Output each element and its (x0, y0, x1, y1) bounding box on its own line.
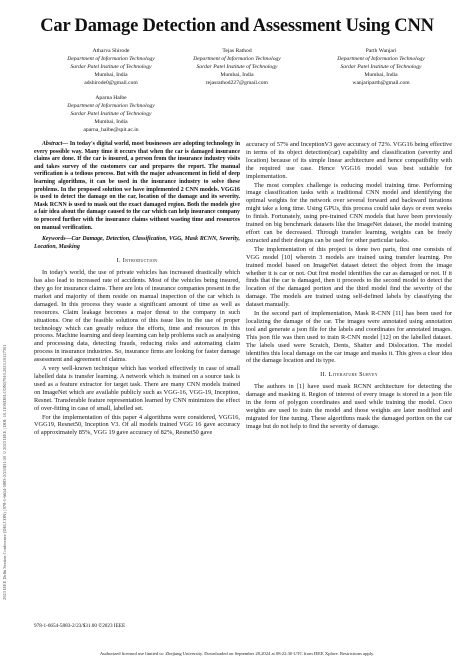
section-heading-literature-survey: II. Literature Survey (320, 371, 378, 379)
author-block-3 (322, 47, 440, 87)
author-institute: Sardar Patel Institute of Technology (70, 64, 152, 70)
intro-paragraph-4: accuracy of 57% and InceptionV3 gave accuracy of 72%. VGG16 being effective in terms of its object detection(car) capability and classification (severity and location) because of its simple linear architecture and hence compatibility with the required use case. Hence VGG16 model was best suitable for implementation. (246, 141, 452, 180)
author-city: Mumbai, India (94, 119, 128, 125)
intro-paragraph-2: A very well-known technique which has worked effectively in case of small labelled data is transfer learning. A network which is trained on a source task is used as a feature extractor for target task. There are many CNN models trained on ImageNet which are available publicly such as VGG-16, VGG-19, Inception, Resnet. Transferable feature representation learned by CNN minimizes the effect of over-fitting in case of small, labelled set. (34, 365, 240, 412)
abstract-lead: Abstract (42, 141, 63, 147)
author-department: Department of Information Technology (67, 56, 155, 62)
paper-title: Car Damage Detection and Assessment Using CNN (40, 16, 434, 36)
abstract-text: — In today's digital world, most businesses are adopting technology in every possible way. Many time it occurs that when the car is damaged insurance claims are done. If the car is insured, a person from the insurance industry visits and takes survey of the customers car and prepares the report. The manual verification is a tedious process. But with the major advancement in field of deep learning algorithms, it can be used in the insurance industry to solve these problems. In the proposed solution we have implemented 2 CNN models. VGG16 is used to detect the damage on the car, location of the damage and its severity. Mask RCNN is used to mask out the exact damaged region. Both the models give a fair idea about the damage caused to the car which can help insurance company to proceed further with the insurance claims without wasting time and resources on manual verification. (34, 141, 240, 231)
right-column (246, 141, 452, 432)
author-block-2 (178, 47, 296, 87)
intro-paragraph-1: In today's world, the use of private vehicles has increased drastically which has also lead to increased rate of accidents. Most of the vehicles being insured, they go for insurance claims. There are lots of insurance companies present in the market and majority of them reside on manual inspection of the car which is damaged. In this process they waste a significant amount of time as well as resources. Claim leakage becomes a major threat to the company in such situations. One of the feasible solutions of this issue lies in the use of proper technology which can greatly reduce the efforts, time and resources in this process. Machine learning and deep learning can help problems such as analysing and processing data, detecting frauds, reducing risks and automating claim process in insurance industries. So, insurance firms are looking for faster damage assessment and agreement of claims. (34, 269, 240, 364)
author-institute: Sardar Patel Institute of Technology (196, 64, 278, 70)
author-city: Mumbai, India (364, 72, 398, 78)
author-institute: Sardar Patel Institute of Technology (70, 111, 152, 117)
author-block-4 (52, 94, 170, 134)
left-column (34, 141, 240, 438)
author-city: Mumbai, India (94, 72, 128, 78)
intro-paragraph-7: In the second part of implementation, Mask R-CNN [11] has been used for localizing the damage of the car. The images were annotated using annotation tool and generate a json file for the labels and coordinates for annotated images. This json file was then used to train R-CNN model [12] on the labelled dataset. The labels used were Scratch, Dents, Shatter and Dislocation. The model identifies this local damage on the car image and masks it. This gives a clear idea of the damage location and its type. (246, 310, 452, 365)
keywords: Keywords—Car Damage, Detection, Classification, VGG, Mask RCNN, Severity, Location, Masking (34, 236, 240, 250)
author-name: Atharva Shirode (92, 48, 130, 54)
author-city: Mumbai, India (220, 72, 254, 78)
author-email: aparna_halbe@spit.ac.in (83, 127, 139, 133)
conference-doi-strip: 2023 IEEE Delhi Section Conference (DELCON) | 978-1-6654-5883-2/23/$31.00 ©2023 IEEE | DOI: 10.1109/DELCON57910.2023.10127301 (2, 344, 7, 600)
copyright-footer: 978-1-6654-5883-2/23/$31.00 ©2023 IEEE (34, 623, 126, 629)
author-email: adshirode0@gmail.com (84, 80, 138, 86)
intro-paragraph-3: For the implementation of this paper 4 algorithms were considered, VGG16, VGG19, Resnet50, Inception V3. Of all models trained VGG 16 gave accuracy of approximately 85%, VGG 19 gave accuracy of 82%, Resnet50 gave (34, 413, 240, 437)
intro-paragraph-5: The most complex challenge is reducing model training time. Performing image classification tasks with a traditional CNN model and identifying the optimal weights for the network over several forward and backward iterations might take a long time. Using GPUs, this process could take days or even weeks to finish. Fortunately, using pre-trained CNN models that have been previously trained on big benchmark datasets like the ImageNet dataset, the model training effort can be decreased. Through transfer learning, weights can be freely extracted and their designs can be used for other particular tasks. (246, 181, 452, 244)
author-name: Aparna Halbe (95, 95, 127, 101)
download-notice: Authorized licensed use limited to: Zhejiang University. Downloaded on September 28,2024 at 08:22:30 UTC from IEEE Xplore. Restrictions apply. (99, 651, 375, 656)
author-name: Tejas Rathod (222, 48, 252, 54)
author-block-1 (52, 47, 170, 87)
author-name: Parth Wanjari (365, 48, 397, 54)
author-department: Department of Information Technology (67, 103, 155, 109)
literature-paragraph-1: The authors in [1] have used mask RCNN architecture for detecting the damage and masking it. Region of interest of every image is stored in a json file in the form of polygon coordinates and used while training the model. Coco weights are used to train the model and those weights are later modified and migrated for fine tuning. These algorithms mask the damaged portion on the car image but do not help to find the severity of damage. (246, 383, 452, 430)
author-email: wanjariparth@gmail.com (352, 80, 410, 86)
author-department: Department of Information Technology (337, 56, 425, 62)
author-department: Department of Information Technology (193, 56, 281, 62)
section-heading-introduction: I. Introduction (116, 257, 158, 265)
author-institute: Sardar Patel Institute of Technology (340, 64, 422, 70)
abstract (34, 141, 240, 232)
intro-paragraph-6: The implementation of this project is done two parts, first one consists of VGG model [10] wherein 3 models are trained using transfer learning. Pre trained model based on ImageNet dataset detect the object from the image whether it is car or not. Out first model identifies the car as damaged or not. If it finds that the car is damaged, then it proceeds to the second model to detect the location of the damaged portion and the third model find the severity of the damage. The models are trained using self-defined labels by classifying the dataset manually. (246, 245, 452, 309)
author-email: tejasrathod227@gmail.com (206, 80, 268, 86)
